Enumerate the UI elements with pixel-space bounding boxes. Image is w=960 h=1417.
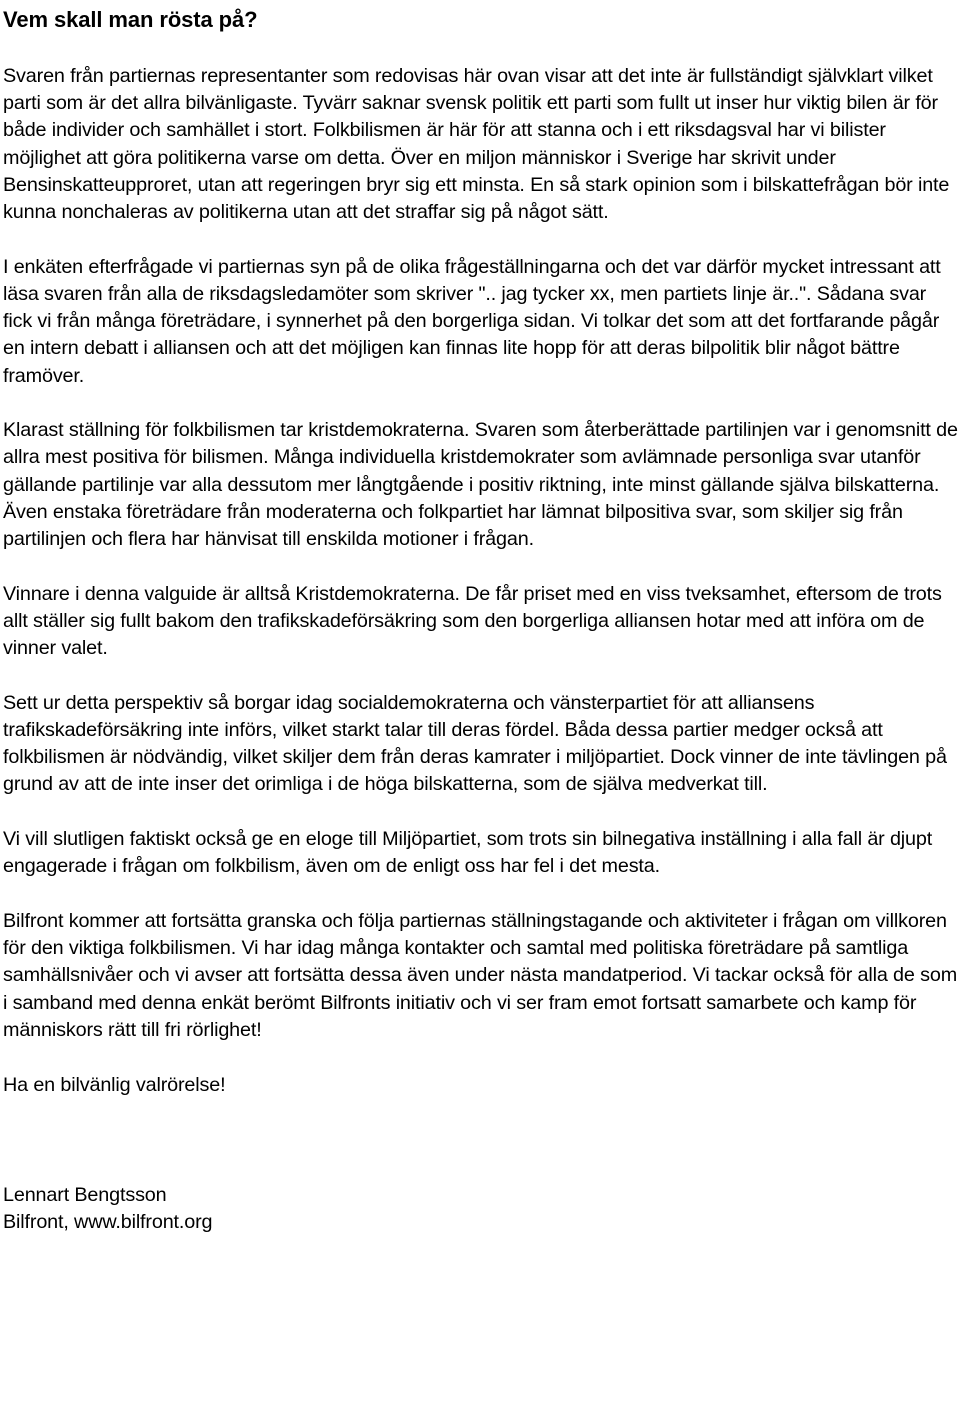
- document-page: [3, 0, 958, 1237]
- paragraph-winner: Vinnare i denna valguide är alltså Kristdemokraterna. De får priset med en viss tveksamhet, eftersom de trots allt ställer sig fullt bakom den trafikskadeförsäkring som den borgerliga alliansen hotar med att införa om de vinner valet.: [3, 582, 942, 660]
- paragraph-survey: I enkäten efterfrågade vi partiernas syn på de olika frågeställningarna och det var därför mycket intressant att läsa svaren från alla de riksdagsledamöter som skriver ".. jag tycker xx, men partiets linje är..". Sådana svar fick vi från många företrädare, i synnerhet på den borgerliga sidan. Vi tolkar det som att det fortfarande pågår en intern debatt i alliansen och att det möjligen kan finnas lite hopp för att deras bilpolitik blir något bättre framöver.: [3, 255, 941, 387]
- page-title: Vem skall man rösta på?: [3, 7, 258, 32]
- closing-line: Ha en bilvänlig valrörelse!: [3, 1073, 226, 1096]
- paragraph-perspective: Sett ur detta perspektiv så borgar idag socialdemokraterna och vänsterpartiet för att alliansens trafikskadeförsäkring inte införs, vilket starkt talar till deras fördel. Båda dessa partier medger också att folkbilismen är nödvändig, vilket skiljer dem från deras kamrater i miljöpartiet. Dock vinner de inte tävlingen på grund av att de inte inser det orimliga i de höga bilskatterna, som de själva medverkat till.: [3, 691, 947, 796]
- signature-organization: Bilfront, www.bilfront.org: [3, 1211, 213, 1234]
- paragraph-kristdemokraterna: Klarast ställning för folkbilismen tar kristdemokraterna. Svaren som återberättade partilinjen var i genomsnitt de allra mest positiva för bilismen. Många individuella kristdemokrater som avlämnade personliga svar utanför gällande partilinje var alla dessutom mer långtgående i positiv riktning, inte minst gällande själva bilskatterna. Även enstaka företrädare från moderaterna och folkpartiet har lämnat bilpositiva svar, som skiljer sig från partilinjen och flera har hänvisat till enskilda motioner i frågan.: [3, 419, 958, 551]
- paragraph-bilfront: Bilfront kommer att fortsätta granska och följa partiernas ställningstagande och aktiviteter i frågan om villkoren för den viktiga folkbilismen. Vi har idag många kontakter och samtal med politiska företrädare på samtliga samhällsnivåer och vi avser att fortsätta dessa även under nästa mandatperiod. Vi tackar också för alla de som i samband med denna enkät berömt Bilfronts initiativ och vi ser fram emot fortsatt samarbete och kamp för människors rätt till fri rörlighet!: [3, 910, 958, 1041]
- signature-block: [3, 1182, 958, 1237]
- paragraph-intro: Svaren från partiernas representanter som redovisas här ovan visar att det inte är fullständigt självklart vilket parti som är det allra bilvänligaste. Tyvärr saknar svensk politik ett parti som fullt ut inser hur viktig bilen är för både individer och samhället i stort. Folkbilismen är här för att stanna och i ett riksdagsval har vi bilister möjlighet att göra politikerna varse om detta. Över en miljon människor i Sverige har skrivit under Bensinskatteupproret, utan att regeringen bryr sig ett minsta. En så stark opinion som i bilskattefrågan bör inte kunna nonchaleras av politikerna utan att det straffar sig på något sätt.: [3, 65, 950, 224]
- signature-name: Lennart Bengtsson: [3, 1183, 167, 1206]
- paragraph-miljopartiet: Vi vill slutligen faktiskt också ge en eloge till Miljöpartiet, som trots sin bilnegativa inställning i alla fall är djupt engagerade i frågan om folkbilism, även om de enligt oss har fel i det mesta.: [3, 828, 933, 878]
